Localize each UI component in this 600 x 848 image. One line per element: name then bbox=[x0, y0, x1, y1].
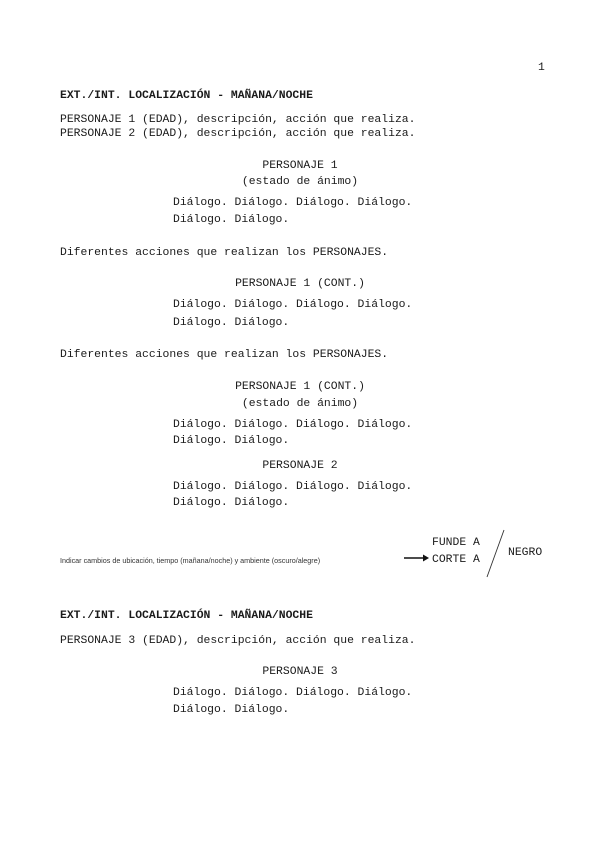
scene-heading: EXT./INT. LOCALIZACIÓN - MAÑANA/NOCHE bbox=[60, 610, 313, 622]
action-line: PERSONAJE 3 (EDAD), descripción, acción que realiza. bbox=[60, 635, 416, 647]
arrow-right-icon bbox=[404, 552, 430, 564]
slash-divider bbox=[484, 529, 506, 579]
parenthetical: (estado de ánimo) bbox=[241, 398, 359, 410]
character-name: PERSONAJE 2 bbox=[262, 460, 338, 472]
dialogue-line: Diálogo. Diálogo. Diálogo. Diálogo. bbox=[173, 197, 413, 209]
transition-note: Indicar cambios de ubicación, tiempo (mañana/noche) y ambiente (oscuro/alegre) bbox=[60, 556, 321, 565]
character-name: PERSONAJE 3 bbox=[262, 666, 338, 678]
dialogue-line: Diálogo. Diálogo. bbox=[173, 435, 290, 447]
action-line: PERSONAJE 1 (EDAD), descripción, acción que realiza. bbox=[60, 114, 416, 126]
dialogue-line: Diálogo. Diálogo. bbox=[173, 214, 290, 226]
character-name: PERSONAJE 1 bbox=[262, 160, 338, 172]
dialogue-line: Diálogo. Diálogo. bbox=[173, 317, 290, 329]
character-name: PERSONAJE 1 (CONT.) bbox=[235, 381, 365, 393]
dialogue-line: Diálogo. Diálogo. bbox=[173, 704, 290, 716]
dialogue-line: Diálogo. Diálogo. Diálogo. Diálogo. bbox=[173, 299, 413, 311]
character-name: PERSONAJE 1 (CONT.) bbox=[235, 278, 365, 290]
parenthetical: (estado de ánimo) bbox=[241, 176, 359, 188]
page-number: 1 bbox=[538, 62, 545, 74]
dialogue-line: Diálogo. Diálogo. bbox=[173, 497, 290, 509]
dialogue-line: Diálogo. Diálogo. Diálogo. Diálogo. bbox=[173, 481, 413, 493]
dialogue-line: Diálogo. Diálogo. Diálogo. Diálogo. bbox=[173, 419, 413, 431]
action-line: Diferentes acciones que realizan los PERSONAJES. bbox=[60, 247, 389, 259]
transition-target: NEGRO bbox=[508, 547, 543, 559]
dialogue-line: Diálogo. Diálogo. Diálogo. Diálogo. bbox=[173, 687, 413, 699]
transition-option: CORTE A bbox=[432, 554, 480, 566]
action-line: Diferentes acciones que realizan los PERSONAJES. bbox=[60, 349, 389, 361]
scene-heading: EXT./INT. LOCALIZACIÓN - MAÑANA/NOCHE bbox=[60, 90, 313, 102]
transition-option: FUNDE A bbox=[432, 537, 480, 549]
action-line: PERSONAJE 2 (EDAD), descripción, acción que realiza. bbox=[60, 128, 416, 140]
